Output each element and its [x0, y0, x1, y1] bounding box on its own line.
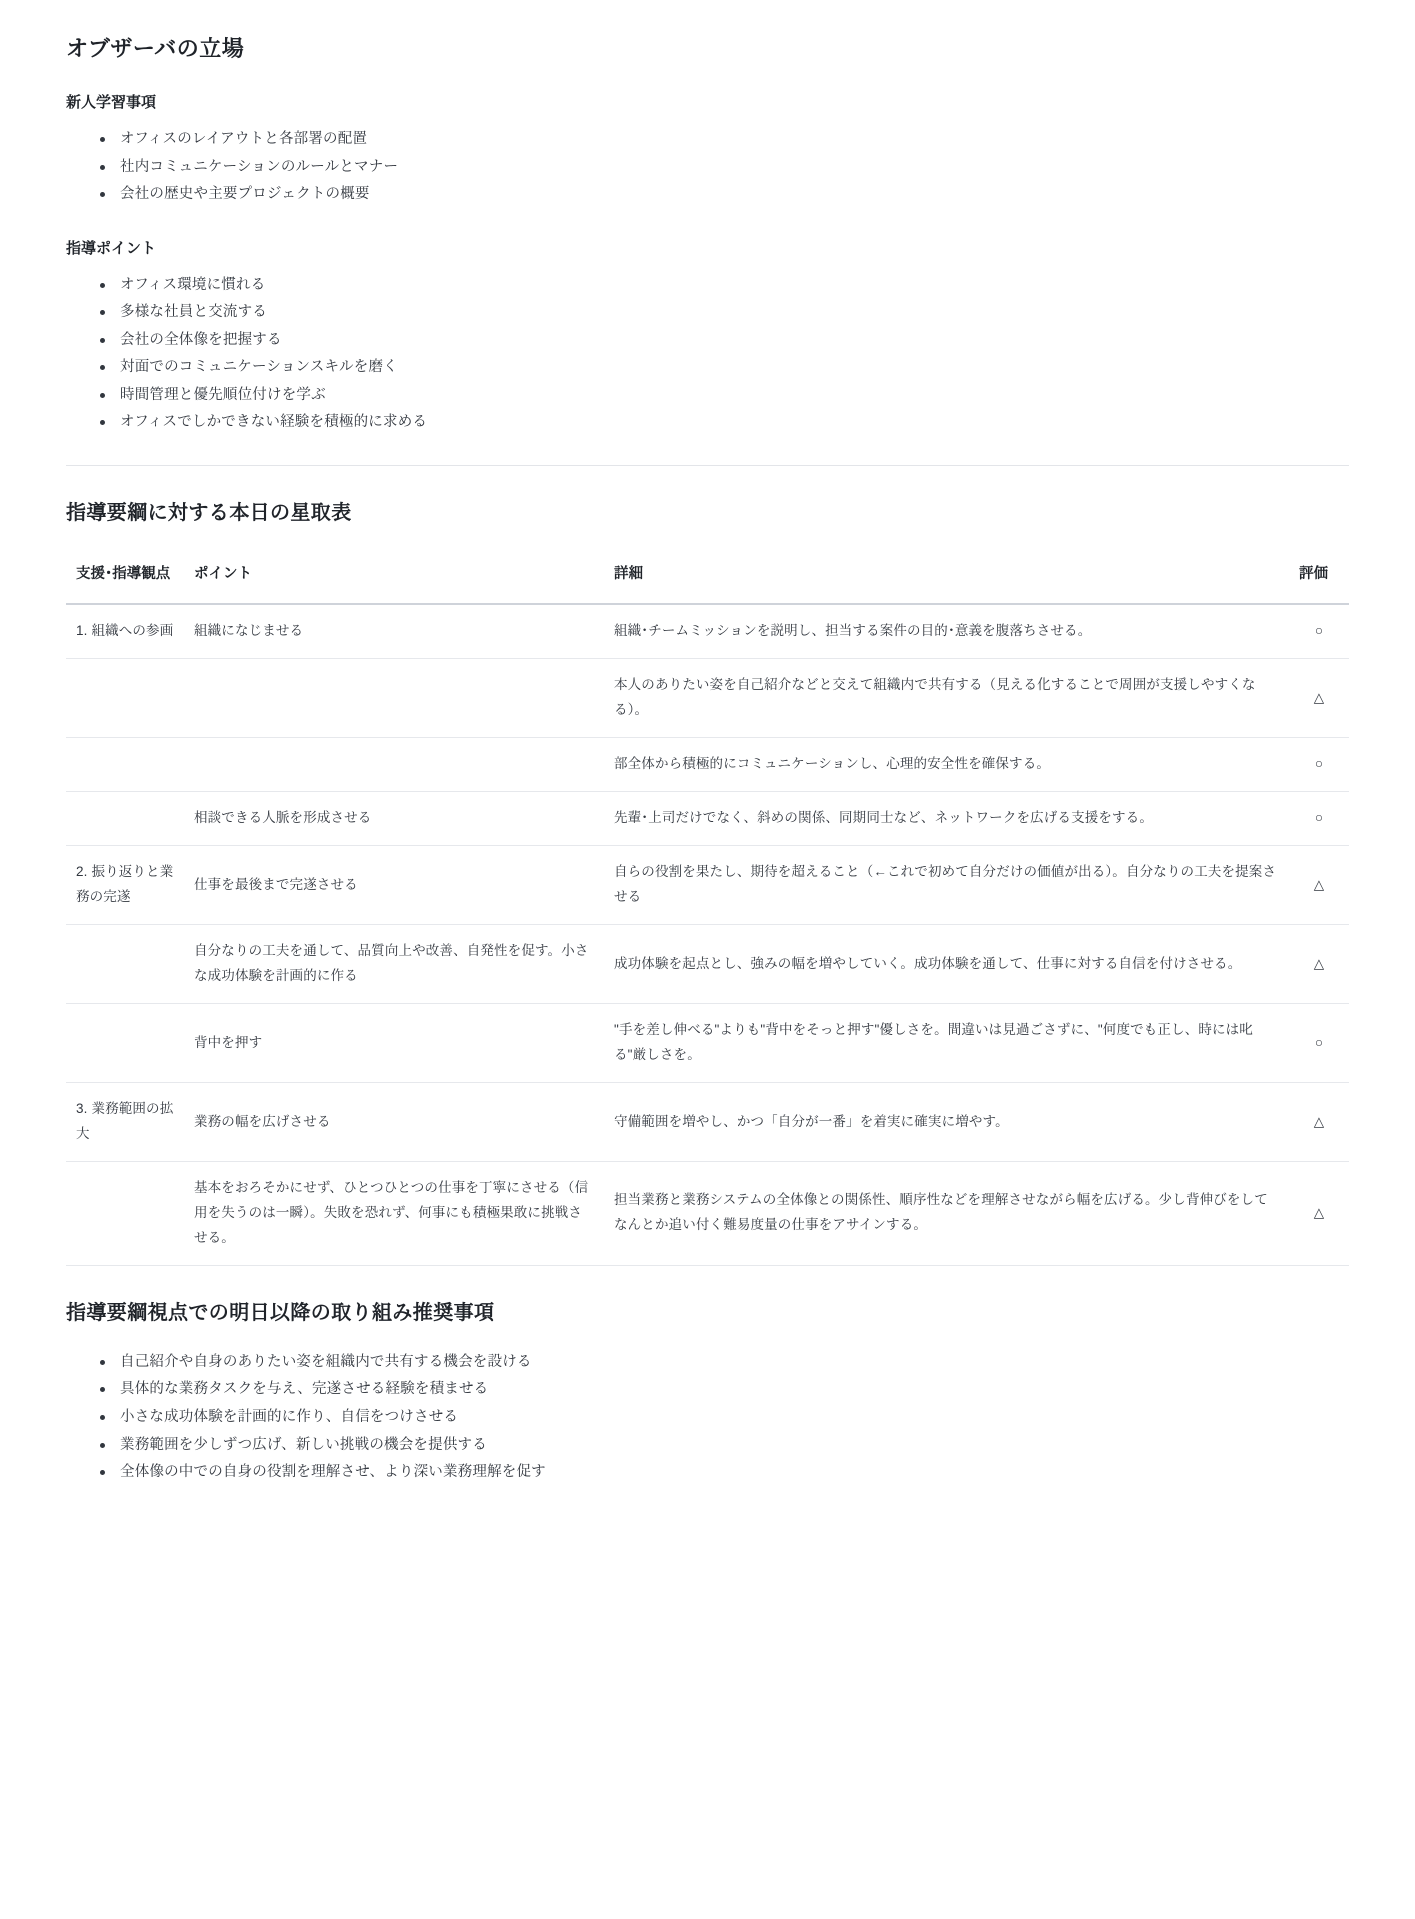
list-item: オフィス環境に慣れる — [120, 272, 1349, 300]
cell-point — [184, 659, 604, 738]
table-row — [66, 659, 1349, 738]
column-header-detail: 詳細 — [604, 549, 1289, 604]
cell-point: 組織になじませる — [184, 604, 604, 658]
table-header-row — [66, 549, 1349, 604]
cell-point: 仕事を最後まで完遂させる — [184, 846, 604, 925]
list-item: 業務範囲を少しずつ広げ、新しい挑戦の機会を提供する — [120, 1432, 1349, 1460]
cell-detail: 成功体験を起点とし、強みの幅を増やしていく。成功体験を通して、仕事に対する自信を付けさせる。 — [604, 925, 1289, 1004]
table-row — [66, 1083, 1349, 1162]
cell-evaluation: ○ — [1289, 738, 1349, 792]
cell-viewpoint: 2. 振り返りと業務の完遂 — [66, 846, 184, 925]
table-row — [66, 1161, 1349, 1265]
cell-evaluation: ○ — [1289, 1004, 1349, 1083]
cell-point — [184, 738, 604, 792]
cell-detail: 自らの役割を果たし、期待を超えること（←これで初めて自分だけの価値が出る）。自分なりの工夫を提案させる — [604, 846, 1289, 925]
cell-viewpoint: 3. 業務範囲の拡大 — [66, 1083, 184, 1162]
cell-viewpoint — [66, 738, 184, 792]
list-item: 自己紹介や自身のありたい姿を組織内で共有する機会を設ける — [120, 1349, 1349, 1377]
cell-viewpoint — [66, 792, 184, 846]
list-item: 全体像の中での自身の役割を理解させ、より深い業務理解を促す — [120, 1459, 1349, 1487]
newcomer-learning-heading: 新人学習事項 — [66, 94, 157, 111]
cell-evaluation: △ — [1289, 1161, 1349, 1265]
cell-evaluation: △ — [1289, 925, 1349, 1004]
cell-point: 相談できる人脈を形成させる — [184, 792, 604, 846]
list-item: オフィスのレイアウトと各部署の配置 — [120, 126, 1349, 154]
scorecard-table — [66, 549, 1349, 1266]
cell-viewpoint — [66, 1004, 184, 1083]
cell-point: 背中を押す — [184, 1004, 604, 1083]
cell-viewpoint: 1. 組織への参画 — [66, 604, 184, 658]
cell-detail: 組織･チームミッションを説明し、担当する案件の目的･意義を腹落ちさせる。 — [604, 604, 1289, 658]
recommendations-title: 指導要綱視点での明日以降の取り組み推奨事項 — [66, 1301, 495, 1324]
table-row — [66, 1004, 1349, 1083]
table-row — [66, 792, 1349, 846]
column-header-viewpoint: 支援･指導観点 — [66, 549, 184, 604]
cell-detail: 守備範囲を増やし、かつ「自分が一番」を着実に確実に増やす。 — [604, 1083, 1289, 1162]
page-title: オブザーバの立場 — [66, 36, 245, 61]
table-row — [66, 738, 1349, 792]
guidance-points-list — [66, 272, 1349, 437]
table-row — [66, 925, 1349, 1004]
cell-detail: "手を差し伸べる"よりも"背中をそっと押す"優しさを。間違いは見過ごさずに、"何度でも正し、時には叱る"厳しさを。 — [604, 1004, 1289, 1083]
cell-point: 自分なりの工夫を通して、品質向上や改善、自発性を促す。小さな成功体験を計画的に作る — [184, 925, 604, 1004]
list-item: 小さな成功体験を計画的に作り、自信をつけさせる — [120, 1404, 1349, 1432]
cell-detail: 先輩･上司だけでなく、斜めの関係、同期同士など、ネットワークを広げる支援をする。 — [604, 792, 1289, 846]
list-item: 多様な社員と交流する — [120, 299, 1349, 327]
list-item: 社内コミュニケーションのルールとマナー — [120, 154, 1349, 182]
cell-evaluation: △ — [1289, 1083, 1349, 1162]
newcomer-learning-list — [66, 126, 1349, 209]
cell-viewpoint — [66, 1161, 184, 1265]
cell-point: 基本をおろそかにせず、ひとつひとつの仕事を丁寧にさせる（信用を失うのは一瞬）。失敗を恐れず、何事にも積極果敢に挑戦させる。 — [184, 1161, 604, 1265]
cell-detail: 本人のありたい姿を自己紹介などと交えて組織内で共有する（見える化することで周囲が支援しやすくなる）。 — [604, 659, 1289, 738]
list-item: 会社の歴史や主要プロジェクトの概要 — [120, 181, 1349, 209]
list-item: オフィスでしかできない経験を積極的に求める — [120, 409, 1349, 437]
cell-evaluation: △ — [1289, 846, 1349, 925]
cell-evaluation: ○ — [1289, 792, 1349, 846]
list-item: 会社の全体像を把握する — [120, 327, 1349, 355]
column-header-evaluation: 評価 — [1289, 549, 1349, 604]
cell-detail: 部全体から積極的にコミュニケーションし、心理的安全性を確保する。 — [604, 738, 1289, 792]
cell-viewpoint — [66, 925, 184, 1004]
table-row — [66, 604, 1349, 658]
recommendations-list — [66, 1349, 1349, 1487]
table-row — [66, 846, 1349, 925]
guidance-points-heading: 指導ポイント — [66, 239, 157, 257]
cell-evaluation: ○ — [1289, 604, 1349, 658]
list-item: 対面でのコミュニケーションスキルを磨く — [120, 354, 1349, 382]
cell-point: 業務の幅を広げさせる — [184, 1083, 604, 1162]
list-item: 具体的な業務タスクを与え、完遂させる経験を積ませる — [120, 1376, 1349, 1404]
column-header-point: ポイント — [184, 549, 604, 604]
list-item: 時間管理と優先順位付けを学ぶ — [120, 382, 1349, 410]
cell-viewpoint — [66, 659, 184, 738]
cell-detail: 担当業務と業務システムの全体像との関係性、順序性などを理解させながら幅を広げる。少し背伸びをしてなんとか追い付く難易度量の仕事をアサインする。 — [604, 1161, 1289, 1265]
cell-evaluation: △ — [1289, 659, 1349, 738]
scorecard-title: 指導要綱に対する本日の星取表 — [66, 501, 352, 524]
section-divider — [66, 465, 1349, 466]
